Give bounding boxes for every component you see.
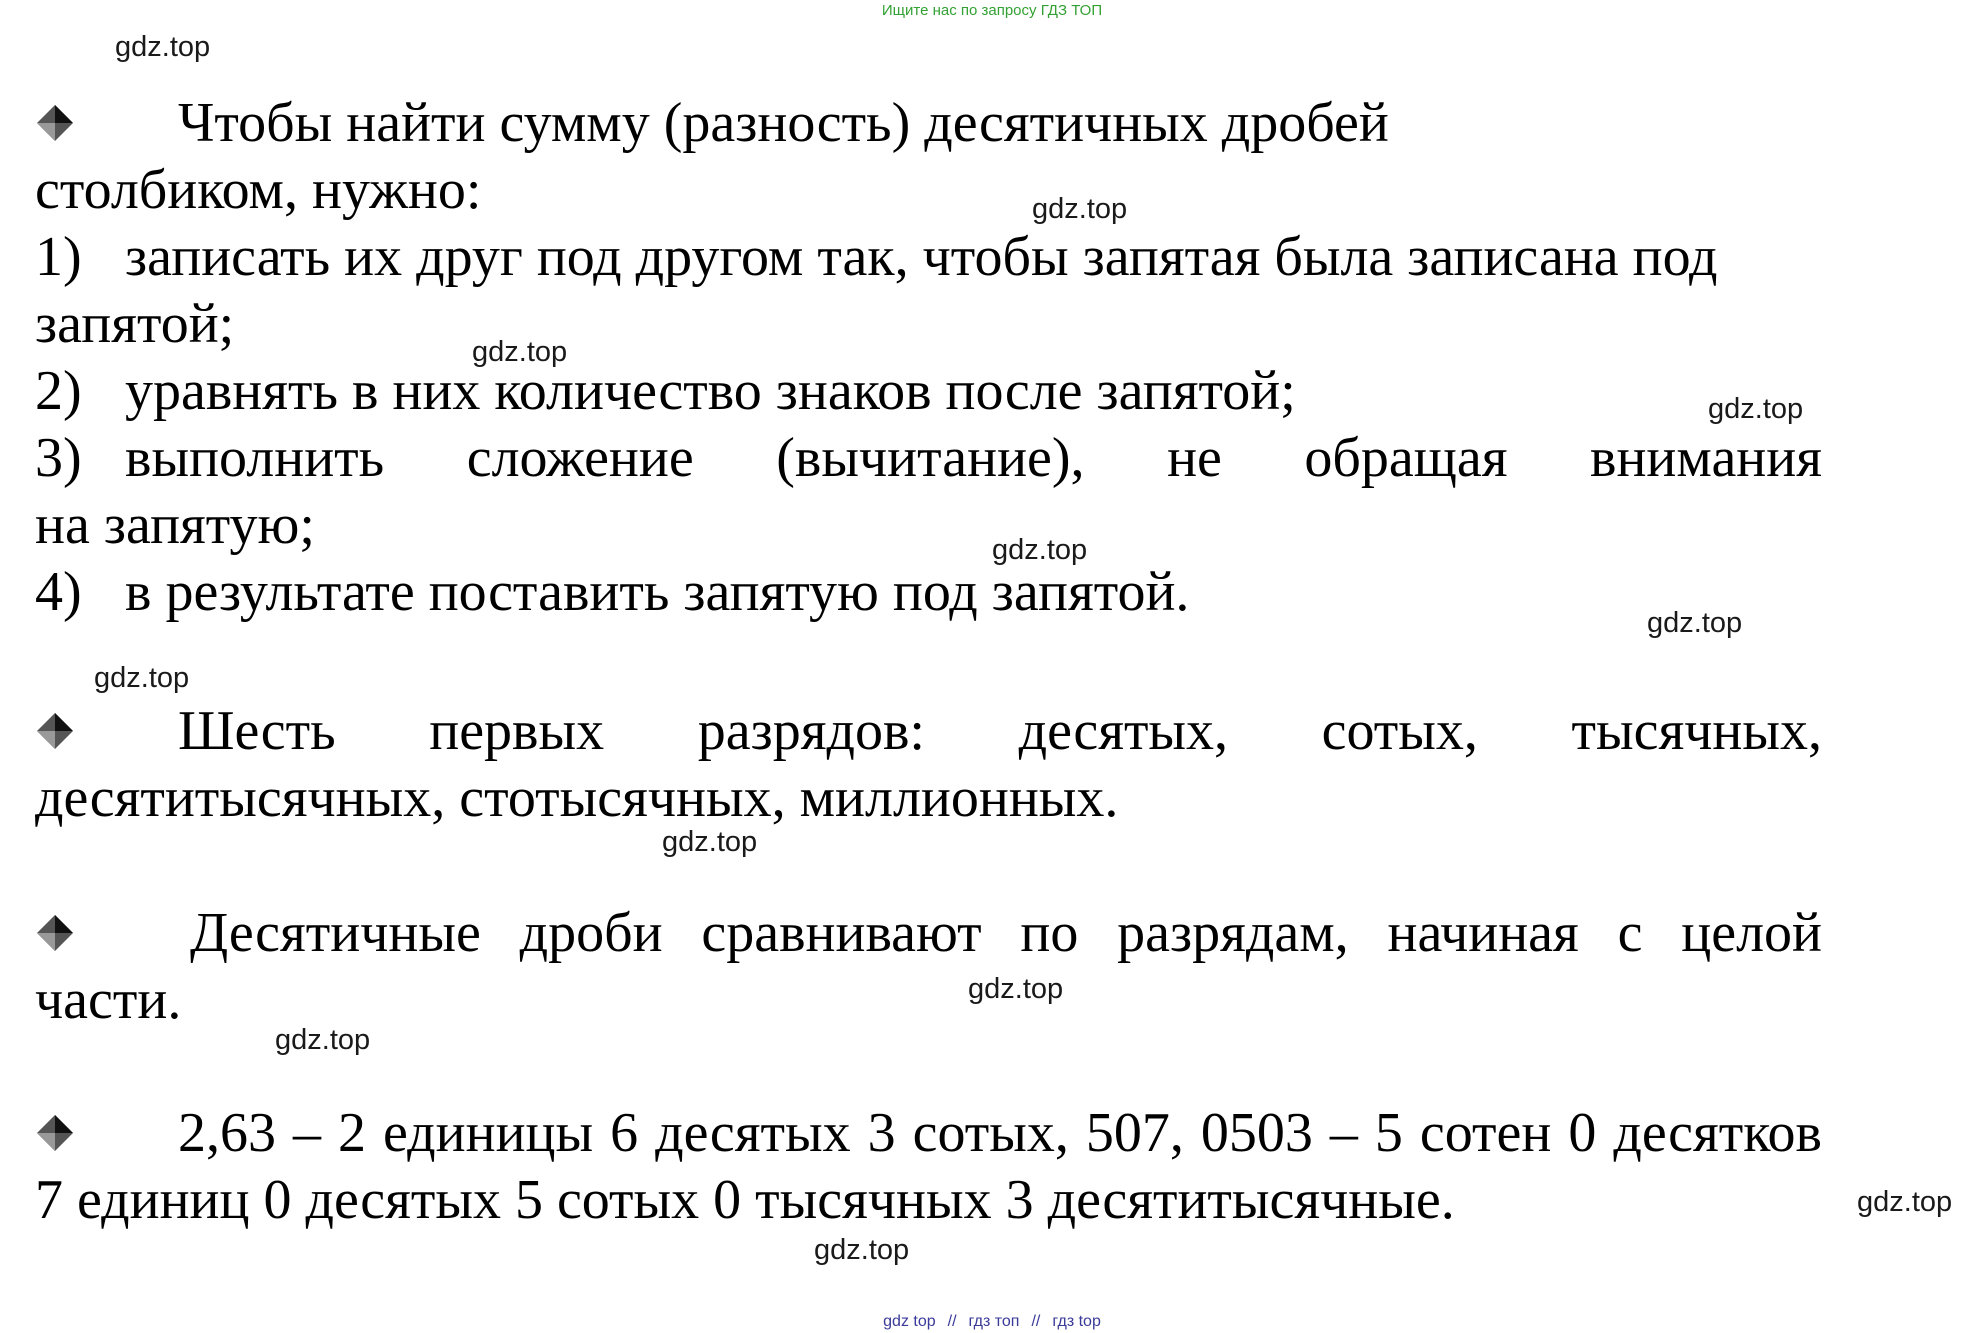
section-examples bbox=[35, 1100, 1822, 1234]
diamond-bullet-icon bbox=[35, 103, 75, 143]
step-number: 1) bbox=[35, 226, 82, 288]
step-number: 2) bbox=[35, 360, 82, 422]
watermark: gdz.top bbox=[662, 826, 758, 858]
section-digit-places bbox=[35, 698, 1822, 832]
section-addition-rules bbox=[35, 90, 1822, 626]
section2-line1-text: Шесть первых разрядов: десятых, сотых, тысячных, bbox=[178, 700, 1822, 762]
section1-intro-text: Чтобы найти сумму (разность) десятичных дробей bbox=[178, 92, 1389, 154]
step-3 bbox=[35, 425, 1822, 492]
step-4 bbox=[35, 559, 1822, 626]
watermark: gdz.top bbox=[1857, 1186, 1953, 1218]
step-text: записать их друг под другом так, чтобы запятая была записана под bbox=[125, 226, 1718, 288]
section2-line2: десятитысячных, стотысячных, миллионных. bbox=[35, 767, 1119, 829]
section1-intro-cont: столбиком, нужно: bbox=[35, 159, 482, 221]
watermark: gdz.top bbox=[472, 336, 568, 368]
diamond-bullet-icon bbox=[35, 711, 75, 751]
diamond-bullet-icon bbox=[35, 913, 75, 953]
footer-links bbox=[0, 1313, 1984, 1331]
watermark: gdz.top bbox=[814, 1234, 910, 1266]
section3-line1 bbox=[35, 900, 1822, 967]
top-banner[interactable]: Ищите нас по запросу ГДЗ ТОП bbox=[881, 2, 1103, 19]
step-2 bbox=[35, 358, 1822, 425]
section4-line1 bbox=[35, 1100, 1822, 1167]
diamond-bullet-icon bbox=[35, 1113, 75, 1153]
section3-line1-text: Десятичные дроби сравнивают по разрядам, начиная с целой bbox=[190, 902, 1822, 964]
step-text: уравнять в них количество знаков после запятой; bbox=[125, 360, 1296, 422]
section3-line2: части. bbox=[35, 969, 182, 1031]
footer-link-gdz-top-mixed[interactable]: гдз top bbox=[1052, 1313, 1101, 1330]
footer-separator: // bbox=[1031, 1313, 1041, 1330]
section4-line2: 7 единиц 0 десятых 5 сотых 0 тысячных 3 десятитысячные. bbox=[35, 1169, 1455, 1231]
section-comparison bbox=[35, 900, 1822, 1034]
footer-link-gdz-top-ru[interactable]: гдз топ bbox=[968, 1313, 1020, 1330]
step-text: в результате поставить запятую под запятой. bbox=[125, 561, 1190, 623]
step-1 bbox=[35, 224, 1822, 291]
footer-separator: // bbox=[947, 1313, 957, 1330]
step-1-cont: запятой; bbox=[35, 293, 235, 355]
watermark: gdz.top bbox=[1708, 393, 1804, 425]
watermark: gdz.top bbox=[992, 534, 1088, 566]
watermark: gdz.top bbox=[1032, 193, 1128, 225]
watermark: gdz.top bbox=[115, 31, 211, 63]
section4-line1-text: 2,63 – 2 единицы 6 десятых 3 сотых, 507, 0503 – 5 сотен 0 десятков bbox=[178, 1102, 1822, 1164]
step-number: 3) bbox=[35, 427, 82, 489]
watermark: gdz.top bbox=[968, 973, 1064, 1005]
step-3-cont: на запятую; bbox=[35, 494, 315, 556]
watermark: gdz.top bbox=[1647, 607, 1743, 639]
footer-link-gdz-top[interactable]: gdz top bbox=[883, 1313, 936, 1330]
step-number: 4) bbox=[35, 561, 82, 623]
section2-line1 bbox=[35, 698, 1822, 765]
step-text: выполнить сложение (вычитание), не обращая внимания bbox=[125, 427, 1822, 489]
watermark: gdz.top bbox=[275, 1024, 371, 1056]
section1-intro bbox=[35, 90, 1822, 157]
watermark: gdz.top bbox=[94, 662, 190, 694]
